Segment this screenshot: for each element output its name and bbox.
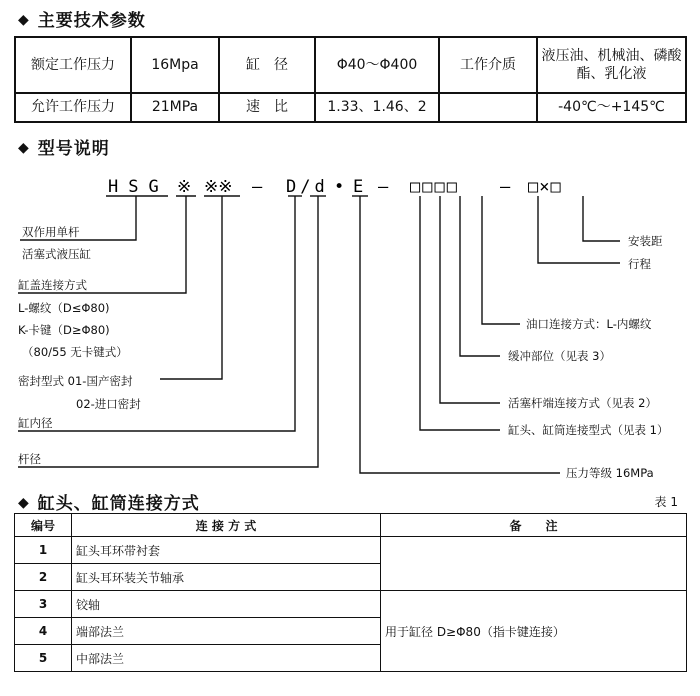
label-cover-conn: 缸盖连接方式 [18,278,87,292]
row-num: 3 [15,591,72,618]
label-cover-k: K-卡键（D≥Φ80) [18,323,110,337]
code-mark-2: ※※ [204,177,233,197]
table-row [15,591,687,618]
spec-cell: 工作介质 [439,37,537,93]
row-num: 2 [15,564,72,591]
spec-row [15,93,686,122]
code-dot: • [334,177,345,197]
spec-cell: -40℃～+145℃ [537,93,686,122]
row-note-empty [381,537,687,591]
label-stroke: 行程 [628,257,651,271]
label-seal-2: 02-进口密封 [76,397,141,411]
conn-section-title: ◆ 缸头、缸筒连接方式 [18,494,200,514]
spec-cell: 额定工作压力 [15,37,131,93]
label-cushion: 缓冲部位（见表 3） [508,349,611,363]
label-double-rod-1: 双作用单杆 [22,225,80,239]
code-dash: — [500,177,511,197]
label-oil-port: 油口连接方式：L-内螺纹 [526,317,652,331]
label-rod-end: 活塞杆端连接方式（见表 2） [508,396,657,410]
row-num: 5 [15,645,72,672]
label-mount-dist: 安装距 [628,234,663,248]
code-mark-1: ※ [177,177,192,197]
header-note: 备 注 [381,514,687,537]
spec-cell: 16Mpa [131,37,219,93]
row-method: 缸头耳环装关节轴承 [72,564,381,591]
label-cover-note: （80/55 无卡键式） [22,345,128,359]
model-code-diagram [0,160,700,490]
label-seal-1: 密封型式 01-国产密封 [18,374,133,388]
table-row [15,537,687,564]
row-note: 用于缸径 D≥Φ80（指卡键连接） [381,591,687,672]
table-header-row [15,514,687,537]
code-e: E [353,177,364,197]
code-dd: D/d [286,177,329,197]
label-pressure: 压力等级 16MPa [566,466,654,480]
conn-table [14,513,687,672]
code-hsg: HSG [108,177,169,197]
code-boxes: □□□□ [410,177,459,197]
spec-cell: 1.33、1.46、2 [315,93,439,122]
label-cover-l: L-螺纹（D≤Φ80) [18,301,110,315]
spec-section-title: ◆ 主要技术参数 [18,11,146,31]
code-dash: — [378,177,389,197]
table-number: 表 1 [654,495,678,509]
spec-cell: 液压油、机械油、磷酸酯、乳化液 [537,37,686,93]
label-double-rod-2: 活塞式液压缸 [22,247,91,261]
label-head-conn: 缸头、缸筒连接型式（见表 1） [508,423,669,437]
spec-row [15,37,686,93]
diamond-bullet-icon: ◆ [18,12,30,28]
row-method: 缸头耳环带衬套 [72,537,381,564]
header-num: 编号 [15,514,72,537]
row-method: 铰轴 [72,591,381,618]
spec-cell: Φ40～Φ400 [315,37,439,93]
row-method: 端部法兰 [72,618,381,645]
code-size: □×□ [528,177,562,197]
label-bore: 缸内径 [18,416,53,430]
spec-cell: 缸 径 [219,37,315,93]
label-rod: 杆径 [18,452,41,466]
spec-table [14,36,687,123]
diamond-bullet-icon: ◆ [18,140,30,156]
model-section-title: ◆ 型号说明 [18,139,110,159]
spec-cell [439,93,537,122]
row-num: 1 [15,537,72,564]
row-num: 4 [15,618,72,645]
spec-cell: 允许工作压力 [15,93,131,122]
spec-cell: 速 比 [219,93,315,122]
diamond-bullet-icon: ◆ [18,495,30,511]
row-method: 中部法兰 [72,645,381,672]
code-dash: — [252,177,263,197]
header-method: 连 接 方 式 [72,514,381,537]
model-code [108,177,562,197]
spec-cell: 21MPa [131,93,219,122]
